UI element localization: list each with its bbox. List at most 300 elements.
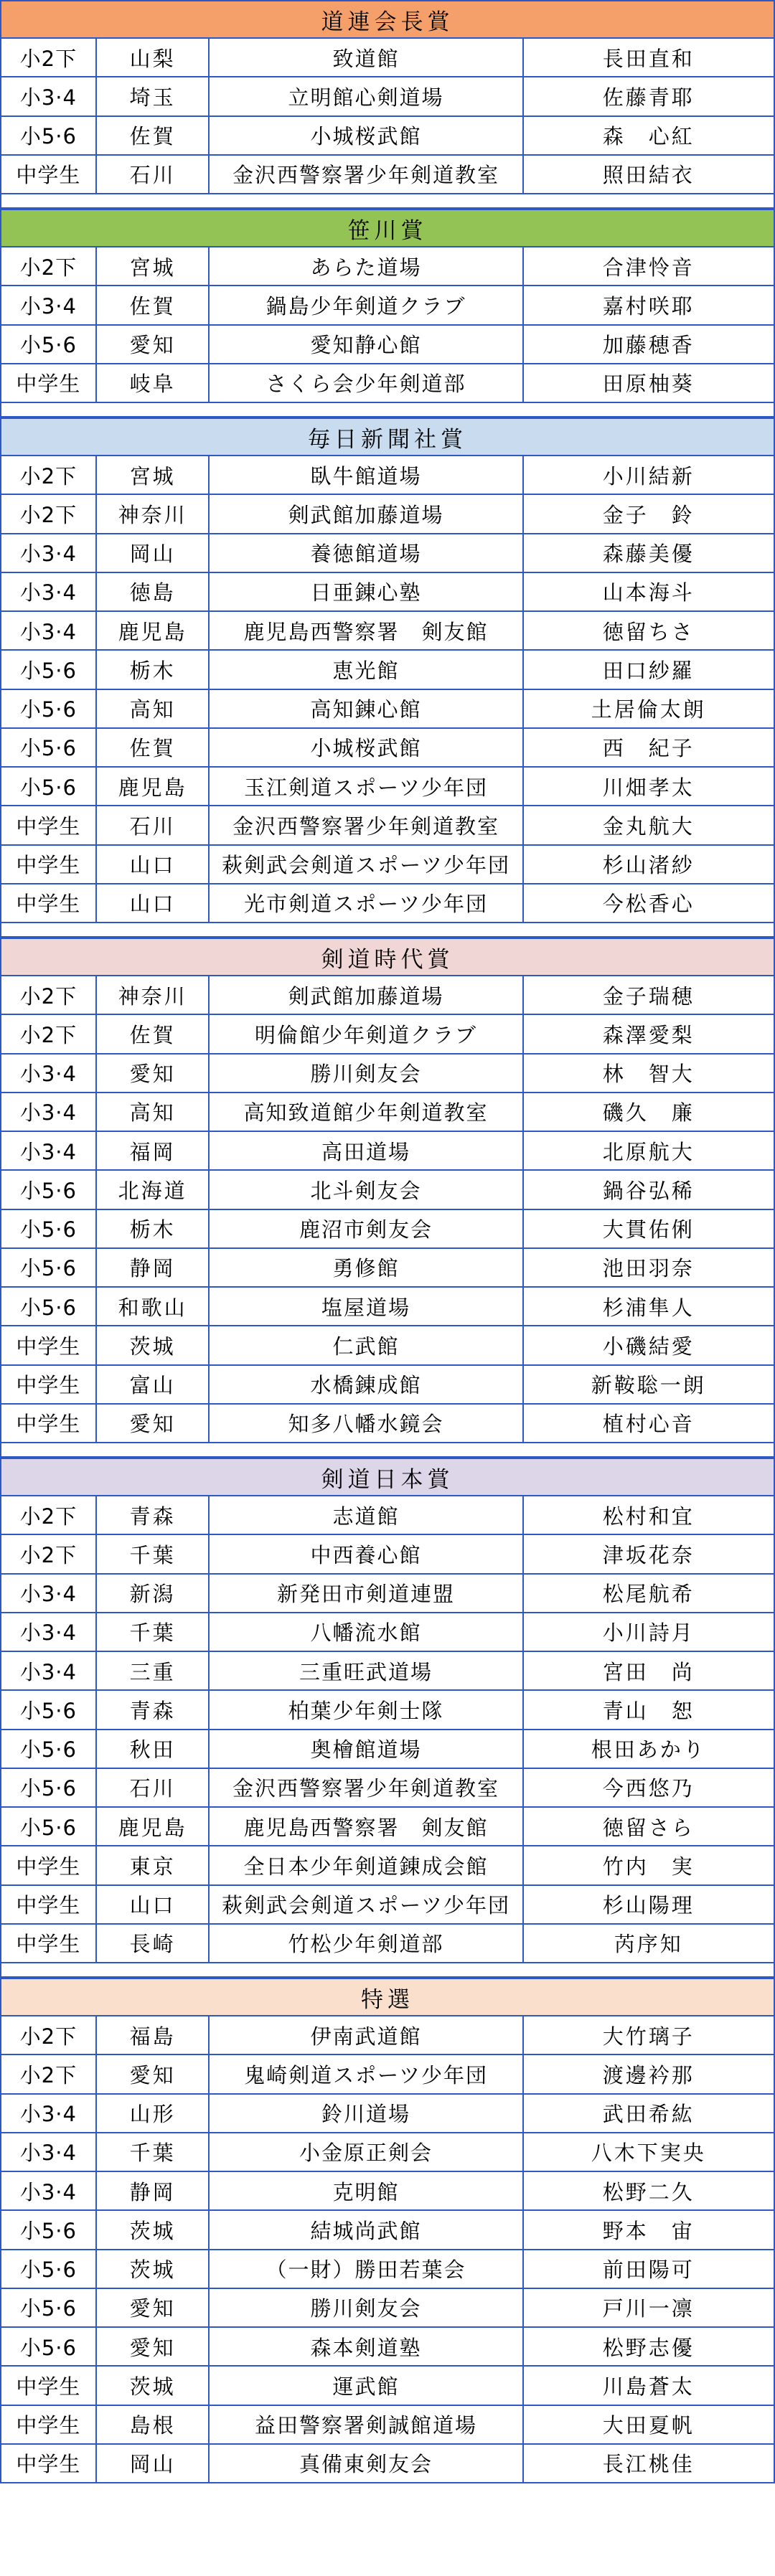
dojo-cell: 金沢西警察署少年剣道教室: [210, 806, 523, 844]
table-row: [0, 573, 775, 612]
dojo-cell: 新発田市剣道連盟: [210, 1575, 523, 1612]
prefecture-cell: 山口: [97, 846, 210, 883]
name-cell: 大貫佑俐: [602, 1217, 695, 1242]
name-cell: 八木下実央: [591, 2141, 706, 2166]
prefecture-cell: 徳島: [97, 573, 210, 610]
table-row: [0, 1288, 775, 1326]
name-cell: 森澤愛梨: [602, 1022, 695, 1047]
dojo-cell: 知多八幡水鏡会: [210, 1405, 523, 1442]
grade-cell: 小2下: [1, 495, 97, 532]
prefecture-cell: 岐阜: [97, 364, 210, 402]
dojo-cell: 益田警察署剣誠館道場: [210, 2406, 523, 2443]
dojo-cell: 金沢西警察署少年剣道教室: [210, 1769, 523, 1806]
name-cell: 山本海斗: [602, 580, 695, 605]
grade-cell: 小5·6: [1, 117, 97, 154]
dojo-cell: 萩剣武会剣道スポーツ少年団: [210, 846, 523, 883]
dojo-cell: 結城尚武館: [210, 2211, 523, 2248]
section-spacer: [0, 194, 775, 209]
grade-cell: 中学生: [1, 156, 97, 193]
table-row: [0, 1093, 775, 1132]
table-row: [0, 2055, 775, 2094]
table-row: [0, 2211, 775, 2250]
table-row: [0, 846, 775, 884]
dojo-cell: 剣武館加藤道場: [210, 495, 523, 532]
grade-cell: 中学生: [1, 1366, 97, 1403]
name-cell: 青山 恕: [602, 1698, 695, 1723]
prefecture-cell: 栃木: [97, 651, 210, 688]
dojo-cell: 勝川剣友会: [210, 2289, 523, 2326]
grade-cell: 小5·6: [1, 651, 97, 688]
grade-cell: 小2下: [1, 2016, 97, 2054]
dojo-cell: 高知錬心館: [210, 690, 523, 727]
grade-cell: 中学生: [1, 1405, 97, 1442]
table-row: [0, 2328, 775, 2367]
name-cell: 加藤穂香: [602, 333, 695, 358]
name-cell: 金子瑞穂: [602, 983, 695, 1009]
prefecture-cell: 佐賀: [97, 286, 210, 324]
award-section: [0, 417, 775, 938]
dojo-cell: 北斗剣友会: [210, 1171, 523, 1208]
table-row: [0, 1015, 775, 1054]
grade-cell: 小2下: [1, 456, 97, 494]
award-section-title: 特選: [0, 1978, 775, 2016]
name-cell: 竹内 実: [602, 1854, 695, 1879]
grade-cell: 小3·4: [1, 1093, 97, 1131]
grade-cell: 小2下: [1, 2055, 97, 2093]
grade-cell: 中学生: [1, 1846, 97, 1884]
table-row: [0, 768, 775, 806]
name-cell: 小川結新: [602, 463, 695, 489]
grade-cell: 小5·6: [1, 326, 97, 363]
section-spacer: [0, 923, 775, 938]
dojo-cell: 志道館: [210, 1496, 523, 1534]
dojo-cell: 剣武館加藤道場: [210, 976, 523, 1014]
name-cell: 田口紗羅: [602, 658, 695, 683]
grade-cell: 小3·4: [1, 1055, 97, 1092]
table-row: [0, 1055, 775, 1093]
prefecture-cell: 千葉: [97, 1535, 210, 1572]
name-cell: 池田羽奈: [602, 1256, 695, 1281]
grade-cell: 小3·4: [1, 534, 97, 572]
table-row: [0, 1210, 775, 1249]
prefecture-cell: 長崎: [97, 1925, 210, 1962]
table-row: [0, 77, 775, 116]
award-table: [0, 1496, 775, 1963]
award-section: [0, 938, 775, 1458]
name-cell: 前田陽可: [602, 2257, 695, 2283]
award-table: [0, 39, 775, 194]
section-spacer: [0, 403, 775, 417]
dojo-cell: 光市剣道スポーツ少年団: [210, 884, 523, 922]
name-cell: 杉山渚紗: [602, 853, 695, 878]
prefecture-cell: 愛知: [97, 1055, 210, 1092]
table-row: [0, 1249, 775, 1288]
table-row: [0, 1613, 775, 1652]
grade-cell: 小5·6: [1, 1730, 97, 1768]
award-section-title: 剣道時代賞: [0, 938, 775, 976]
grade-cell: 中学生: [1, 364, 97, 402]
dojo-cell: 恵光館: [210, 651, 523, 688]
dojo-cell: 鍋島少年剣道クラブ: [210, 286, 523, 324]
table-row: [0, 2172, 775, 2211]
table-row: [0, 729, 775, 768]
grade-cell: 中学生: [1, 1326, 97, 1364]
table-row: [0, 286, 775, 325]
name-cell: 佐藤青耶: [602, 85, 695, 110]
prefecture-cell: 佐賀: [97, 729, 210, 766]
table-row: [0, 117, 775, 156]
award-table: [0, 247, 775, 403]
prefecture-cell: 宮城: [97, 247, 210, 285]
name-cell: 戸川一凛: [602, 2296, 695, 2321]
grade-cell: 小3·4: [1, 1652, 97, 1689]
dojo-cell: 竹松少年剣道部: [210, 1925, 523, 1962]
name-cell: 鍋谷弘稀: [602, 1178, 695, 1203]
name-cell: 徳留さら: [602, 1815, 695, 1840]
grade-cell: 小3·4: [1, 2133, 97, 2171]
dojo-cell: 養徳館道場: [210, 534, 523, 572]
prefecture-cell: 山梨: [97, 39, 210, 76]
name-cell: 根田あかり: [591, 1737, 706, 1763]
award-table: [0, 976, 775, 1443]
table-row: [0, 1496, 775, 1535]
table-row: [0, 690, 775, 729]
dojo-cell: 萩剣武会剣道スポーツ少年団: [210, 1886, 523, 1923]
prefecture-cell: 石川: [97, 1769, 210, 1806]
table-row: [0, 2016, 775, 2055]
table-row: [0, 364, 775, 403]
section-spacer: [0, 1443, 775, 1458]
grade-cell: 小3·4: [1, 2172, 97, 2209]
name-cell: 磯久 廉: [602, 1100, 695, 1126]
grade-cell: 中学生: [1, 2406, 97, 2443]
table-row: [0, 2289, 775, 2328]
grade-cell: 中学生: [1, 884, 97, 922]
award-section-title: 毎日新聞社賞: [0, 417, 775, 456]
name-cell: 森藤美優: [602, 542, 695, 567]
award-section-title: 笹川賞: [0, 209, 775, 247]
grade-cell: 小5·6: [1, 2211, 97, 2248]
dojo-cell: （一財）勝田若葉会: [210, 2250, 523, 2288]
table-row: [0, 1405, 775, 1443]
grade-cell: 中学生: [1, 2445, 97, 2482]
grade-cell: 小5·6: [1, 690, 97, 727]
dojo-cell: 高知致道館少年剣道教室: [210, 1093, 523, 1131]
prefecture-cell: 愛知: [97, 326, 210, 363]
prefecture-cell: 新潟: [97, 1575, 210, 1612]
table-row: [0, 1132, 775, 1171]
table-row: [0, 1326, 775, 1365]
table-row: [0, 39, 775, 77]
name-cell: 嘉村咲耶: [602, 293, 695, 319]
grade-cell: 小5·6: [1, 2328, 97, 2365]
dojo-cell: 鹿児島西警察署 剣友館: [210, 612, 523, 649]
award-section: [0, 1978, 775, 2483]
grade-cell: 小3·4: [1, 573, 97, 610]
dojo-cell: 伊南武道館: [210, 2016, 523, 2054]
dojo-cell: 金沢西警察署少年剣道教室: [210, 156, 523, 193]
prefecture-cell: 福岡: [97, 1132, 210, 1169]
name-cell: 渡邊衿那: [602, 2062, 695, 2087]
table-row: [0, 1730, 775, 1769]
prefecture-cell: 山口: [97, 1886, 210, 1923]
dojo-cell: 小城桜武館: [210, 729, 523, 766]
name-cell: 芮序知: [614, 1932, 683, 1957]
prefecture-cell: 静岡: [97, 1249, 210, 1286]
grade-cell: 小2下: [1, 1015, 97, 1052]
dojo-cell: 臥牛館道場: [210, 456, 523, 494]
dojo-cell: 水橋錬成館: [210, 1366, 523, 1403]
table-row: [0, 2250, 775, 2289]
table-row: [0, 976, 775, 1015]
table-row: [0, 1846, 775, 1885]
dojo-cell: 鹿児島西警察署 剣友館: [210, 1808, 523, 1845]
name-cell: 津坂花奈: [602, 1542, 695, 1567]
table-row: [0, 1808, 775, 1846]
prefecture-cell: 佐賀: [97, 117, 210, 154]
award-section: [0, 209, 775, 417]
dojo-cell: 明倫館少年剣道クラブ: [210, 1015, 523, 1052]
name-cell: 川島蒼太: [602, 2374, 695, 2399]
grade-cell: 小5·6: [1, 1808, 97, 1845]
prefecture-cell: 岡山: [97, 2445, 210, 2482]
grade-cell: 小5·6: [1, 1288, 97, 1325]
name-cell: 杉山陽理: [602, 1893, 695, 1918]
table-row: [0, 247, 775, 286]
name-cell: 合津怜音: [602, 255, 695, 280]
table-row: [0, 456, 775, 495]
table-row: [0, 2133, 775, 2172]
name-cell: 長田直和: [602, 46, 695, 71]
table-row: [0, 612, 775, 651]
prefecture-cell: 三重: [97, 1652, 210, 1689]
name-cell: 金子 鈴: [602, 502, 695, 527]
grade-cell: 小5·6: [1, 1210, 97, 1247]
dojo-cell: 小金原正剣会: [210, 2133, 523, 2171]
name-cell: 徳留ちさ: [602, 619, 695, 644]
name-cell: 小川詩月: [602, 1620, 695, 1646]
name-cell: 松野志優: [602, 2335, 695, 2360]
name-cell: 長江桃佳: [602, 2452, 695, 2477]
prefecture-cell: 茨城: [97, 2367, 210, 2404]
prefecture-cell: 青森: [97, 1496, 210, 1534]
dojo-cell: 塩屋道場: [210, 1288, 523, 1325]
grade-cell: 小3·4: [1, 1613, 97, 1651]
name-cell: 今松香心: [602, 892, 695, 917]
grade-cell: 小5·6: [1, 1769, 97, 1806]
prefecture-cell: 石川: [97, 156, 210, 193]
prefecture-cell: 愛知: [97, 2055, 210, 2093]
table-row: [0, 884, 775, 923]
dojo-cell: 勝川剣友会: [210, 1055, 523, 1092]
prefecture-cell: 島根: [97, 2406, 210, 2443]
name-cell: 新鞍聡一朗: [591, 1373, 706, 1398]
grade-cell: 小3·4: [1, 1575, 97, 1612]
dojo-cell: 致道館: [210, 39, 523, 76]
prefecture-cell: 愛知: [97, 2289, 210, 2326]
table-row: [0, 651, 775, 689]
prefecture-cell: 愛知: [97, 1405, 210, 1442]
grade-cell: 中学生: [1, 806, 97, 844]
grade-cell: 中学生: [1, 846, 97, 883]
table-row: [0, 806, 775, 845]
name-cell: 松尾航希: [602, 1582, 695, 1607]
name-cell: 田原柚葵: [602, 372, 695, 397]
dojo-cell: 玉江剣道スポーツ少年団: [210, 768, 523, 805]
table-row: [0, 2095, 775, 2133]
table-row: [0, 1171, 775, 1209]
prefecture-cell: 宮城: [97, 456, 210, 494]
prefecture-cell: 福島: [97, 2016, 210, 2054]
prefecture-cell: 高知: [97, 690, 210, 727]
dojo-cell: 立明館心剣道場: [210, 77, 523, 115]
grade-cell: 小3·4: [1, 77, 97, 115]
dojo-cell: 三重旺武道場: [210, 1652, 523, 1689]
prefecture-cell: 北海道: [97, 1171, 210, 1208]
grade-cell: 小5·6: [1, 729, 97, 766]
prefecture-cell: 富山: [97, 1366, 210, 1403]
dojo-cell: 八幡流水館: [210, 1613, 523, 1651]
award-table: [0, 2016, 775, 2483]
name-cell: 野本 宙: [602, 2218, 695, 2243]
table-row: [0, 1691, 775, 1730]
table-row: [0, 1366, 775, 1405]
name-cell: 西 紀子: [602, 736, 695, 761]
prefecture-cell: 山口: [97, 884, 210, 922]
grade-cell: 中学生: [1, 2367, 97, 2404]
grade-cell: 小3·4: [1, 286, 97, 324]
prefecture-cell: 和歌山: [97, 1288, 210, 1325]
grade-cell: 小2下: [1, 1496, 97, 1534]
table-row: [0, 495, 775, 534]
table-row: [0, 1575, 775, 1613]
prefecture-cell: 鹿児島: [97, 768, 210, 805]
table-row: [0, 1769, 775, 1808]
table-row: [0, 1886, 775, 1925]
name-cell: 植村心音: [602, 1412, 695, 1437]
prefecture-cell: 鹿児島: [97, 612, 210, 649]
table-row: [0, 1925, 775, 1963]
name-cell: 森 心紅: [602, 124, 695, 149]
dojo-cell: 鹿沼市剣友会: [210, 1210, 523, 1247]
prefecture-cell: 秋田: [97, 1730, 210, 1768]
table-row: [0, 2367, 775, 2405]
dojo-cell: さくら会少年剣道部: [210, 364, 523, 402]
grade-cell: 小5·6: [1, 1691, 97, 1728]
prefecture-cell: 千葉: [97, 1613, 210, 1651]
prefecture-cell: 茨城: [97, 1326, 210, 1364]
prefecture-cell: 神奈川: [97, 976, 210, 1014]
grade-cell: 小3·4: [1, 2095, 97, 2132]
prefecture-cell: 高知: [97, 1093, 210, 1131]
dojo-cell: 真備東剣友会: [210, 2445, 523, 2482]
name-cell: 小磯結愛: [602, 1334, 695, 1359]
dojo-cell: 柏葉少年剣士隊: [210, 1691, 523, 1728]
dojo-cell: 愛知静心館: [210, 326, 523, 363]
prefecture-cell: 栃木: [97, 1210, 210, 1247]
prefecture-cell: 神奈川: [97, 495, 210, 532]
name-cell: 川畑孝太: [602, 775, 695, 800]
award-table: [0, 456, 775, 923]
name-cell: 大竹璃子: [602, 2024, 695, 2049]
name-cell: 武田希紘: [602, 2102, 695, 2127]
table-row: [0, 2406, 775, 2445]
dojo-cell: 仁武館: [210, 1326, 523, 1364]
dojo-cell: 運武館: [210, 2367, 523, 2404]
prefecture-cell: 千葉: [97, 2133, 210, 2171]
name-cell: 大田夏帆: [602, 2413, 695, 2438]
dojo-cell: 勇修館: [210, 1249, 523, 1286]
table-row: [0, 156, 775, 194]
section-spacer: [0, 1963, 775, 1978]
dojo-cell: 小城桜武館: [210, 117, 523, 154]
table-row: [0, 2445, 775, 2483]
award-section-title: 剣道日本賞: [0, 1458, 775, 1496]
name-cell: 土居倫太朗: [591, 697, 706, 722]
grade-cell: 小5·6: [1, 768, 97, 805]
prefecture-cell: 鹿児島: [97, 1808, 210, 1845]
dojo-cell: 高田道場: [210, 1132, 523, 1169]
name-cell: 宮田 尚: [602, 1659, 695, 1684]
name-cell: 今西悠乃: [602, 1776, 695, 1801]
grade-cell: 小5·6: [1, 1249, 97, 1286]
grade-cell: 小5·6: [1, 2289, 97, 2326]
grade-cell: 小3·4: [1, 1132, 97, 1169]
dojo-cell: 克明館: [210, 2172, 523, 2209]
dojo-cell: 森本剣道塾: [210, 2328, 523, 2365]
name-cell: 北原航大: [602, 1139, 695, 1164]
grade-cell: 中学生: [1, 1886, 97, 1923]
prefecture-cell: 青森: [97, 1691, 210, 1728]
dojo-cell: 奥檜館道場: [210, 1730, 523, 1768]
grade-cell: 小3·4: [1, 612, 97, 649]
prefecture-cell: 埼玉: [97, 77, 210, 115]
grade-cell: 小5·6: [1, 1171, 97, 1208]
prefecture-cell: 佐賀: [97, 1015, 210, 1052]
prefecture-cell: 岡山: [97, 534, 210, 572]
name-cell: 照田結衣: [602, 163, 695, 188]
table-row: [0, 534, 775, 573]
name-cell: 林 智大: [602, 1062, 695, 1087]
grade-cell: 小2下: [1, 976, 97, 1014]
table-row: [0, 1652, 775, 1691]
grade-cell: 中学生: [1, 1925, 97, 1962]
dojo-cell: 中西養心館: [210, 1535, 523, 1572]
prefecture-cell: 茨城: [97, 2211, 210, 2248]
grade-cell: 小2下: [1, 39, 97, 76]
prefecture-cell: 茨城: [97, 2250, 210, 2288]
grade-cell: 小2下: [1, 247, 97, 285]
prefecture-cell: 山形: [97, 2095, 210, 2132]
dojo-cell: 鬼崎剣道スポーツ少年団: [210, 2055, 523, 2093]
prefecture-cell: 石川: [97, 806, 210, 844]
prefecture-cell: 愛知: [97, 2328, 210, 2365]
name-cell: 松村和宜: [602, 1504, 695, 1529]
dojo-cell: あらた道場: [210, 247, 523, 285]
name-cell: 金丸航大: [602, 813, 695, 839]
dojo-cell: 全日本少年剣道錬成会館: [210, 1846, 523, 1884]
name-cell: 松野二久: [602, 2179, 695, 2204]
prefecture-cell: 東京: [97, 1846, 210, 1884]
prefecture-cell: 静岡: [97, 2172, 210, 2209]
grade-cell: 小2下: [1, 1535, 97, 1572]
award-section: [0, 0, 775, 209]
award-section-title: 道連会長賞: [0, 0, 775, 39]
dojo-cell: 日亜錬心塾: [210, 573, 523, 610]
table-row: [0, 1535, 775, 1574]
table-row: [0, 326, 775, 364]
name-cell: 杉浦隼人: [602, 1295, 695, 1320]
